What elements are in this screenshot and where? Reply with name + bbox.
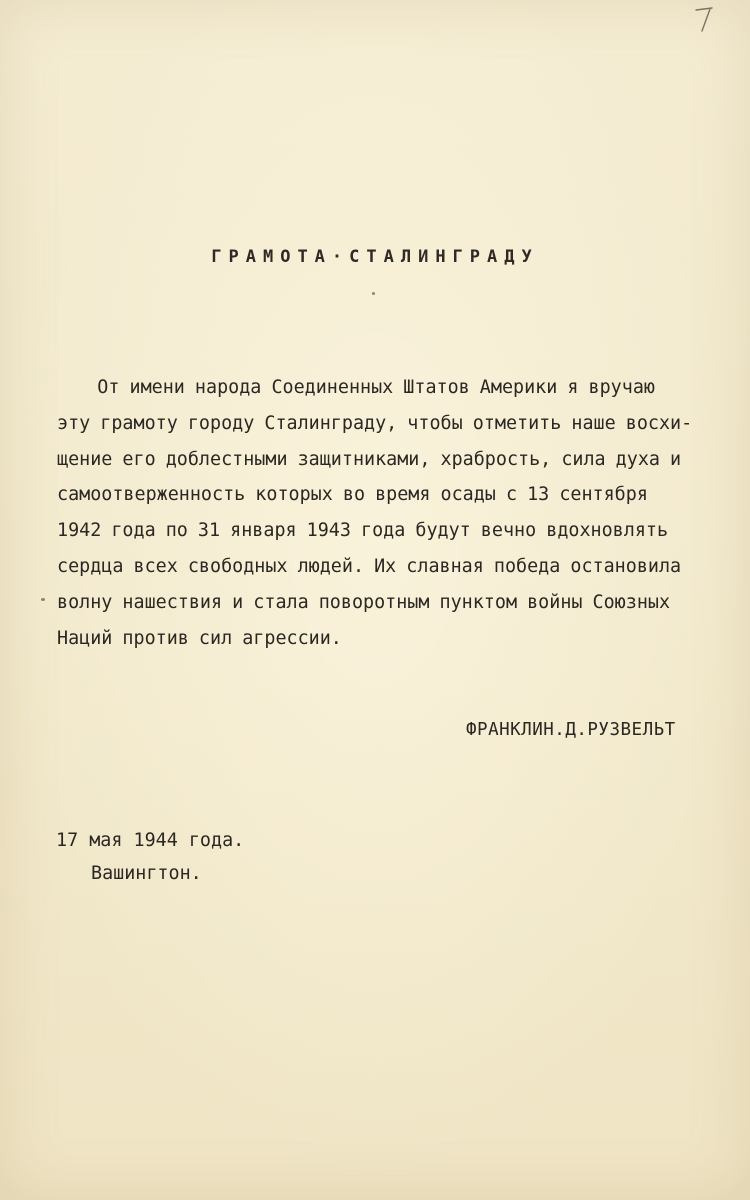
body-line: сердца всех свободных людей. Их славная победа остановила — [57, 555, 682, 577]
body-line: От имени народа Соединенных Штатов Америки я вручаю — [57, 377, 655, 398]
handwritten-mark-icon — [692, 4, 718, 34]
body-line: щение его доблестными защитниками, храбрость, сила духа и — [57, 448, 682, 470]
body-line: 1942 года по 31 января 1943 года будут вечно вдохновлять — [57, 520, 669, 542]
body-line: волну нашествия и стала поворотным пунктом войны Союзных — [57, 591, 671, 613]
paper-speck — [372, 292, 375, 295]
body-line: эту грамоту городу Сталинграду, чтобы отметить наше восхи- — [57, 412, 693, 434]
document-place: Вашингтон. — [91, 863, 202, 884]
document-title: ГРАМОТА·СТАЛИНГРАДУ — [211, 247, 539, 267]
body-line: самоотверженность которых во время осады с 13 сентября — [57, 484, 648, 506]
paper-speck — [41, 598, 45, 601]
document-date: 17 мая 1944 года. — [56, 830, 245, 851]
document-body — [57, 370, 747, 656]
body-line: Наций против сил агрессии. — [57, 627, 342, 649]
signature-line: ФРАНКЛИН.Д.РУЗВЕЛЬТ — [466, 720, 676, 740]
